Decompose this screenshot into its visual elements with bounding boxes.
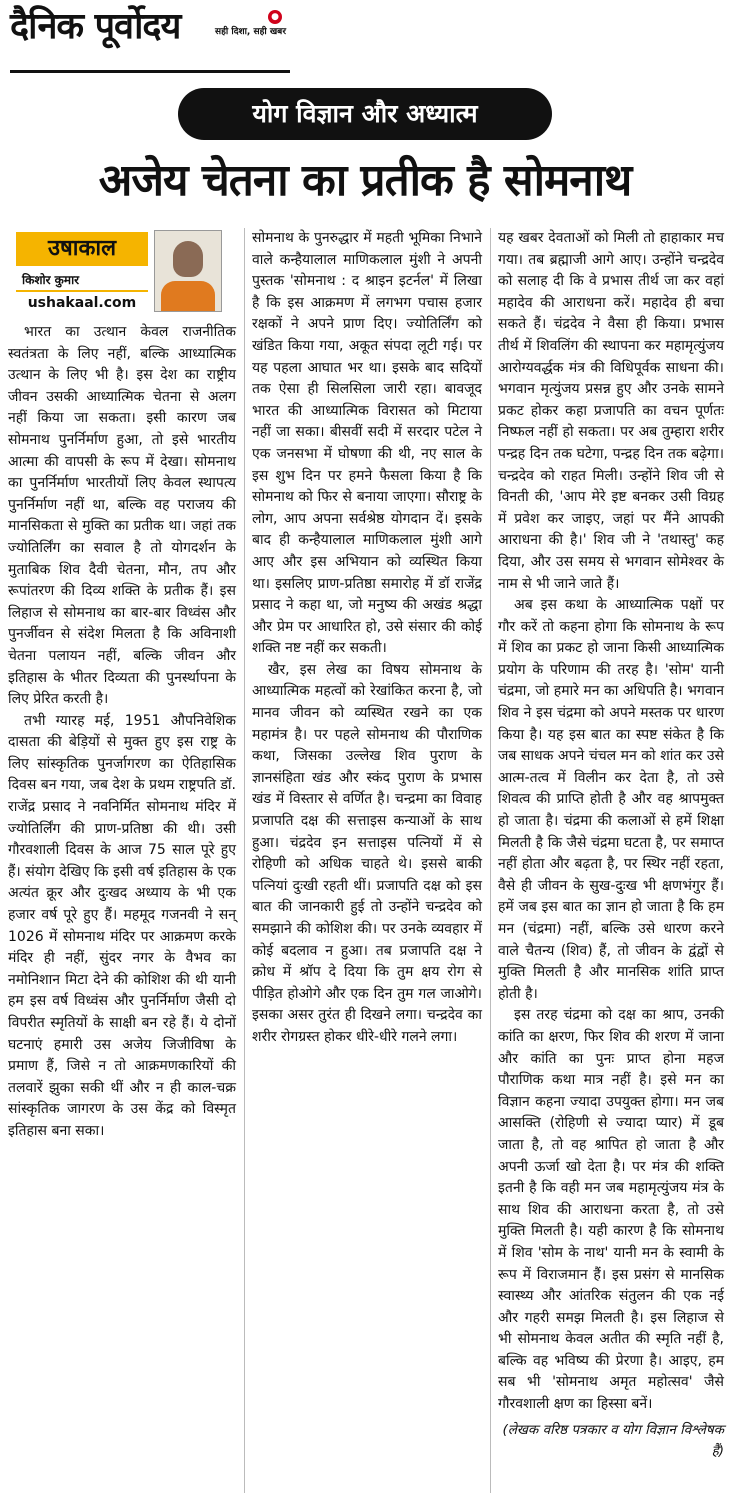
logo-dot-icon: ●: [268, 10, 282, 24]
article-column-2: [252, 228, 482, 1049]
column-divider: [490, 228, 491, 1493]
article-paragraph: तभी ग्यारह मई, 1951 औपनिवेशिक दासता की बेड़ियों से मुक्त हुए इस राष्ट्र के लिए सांस्कृतिक पुनर्जागरण का ऐतिहासिक दिवस बन गया, जब देश के प्रथम राष्ट्रपति डॉ. राजेंद्र प्रसाद ने नवनिर्मित सोमनाथ मंदिर में ज्योतिर्लिंग की प्राण-प्रतिष्ठा की थी। उसी गौरवशाली दिवस के आज 75 साल पूरे हुए हैं। संयोग देखिए कि इसी वर्ष इतिहास के एक अत्यंत क्रूर और दुःखद अध्याय के भी एक हजार वर्ष पूरे हुए हैं। महमूद गजनवी ने सन् 1026 में सोमनाथ मंदिर पर आक्रमण करके मंदिर ही नहीं, सुंदर नगर के वैभव का नमोनिशान मिटा देने की कोशिश की थी यानी हम इस वर्ष विध्वंस और पुनर्निर्माण जैसी दो विपरीत स्मृतियों के साक्षी बन रहे हैं। ये दोनों घटनाएं हमारी उस अजेय जिजीविषा के प्रमाण हैं, जिसे न तो आक्रमणकारियों की तलवारें झुका सकी थीं और न ही काल-चक्र सांस्कृतिक जागरण के उस केंद्र को विस्मृत इतिहास बना सका।: [8, 712, 236, 1139]
column-byline-box: [8, 228, 228, 316]
article-paragraph: यह खबर देवताओं को मिली तो हाहाकार मच गया। तब ब्रह्माजी आगे आए। उन्होंने चन्द्रदेव को सलाह दी कि वे प्रभास तीर्थ जा कर वहां महादेव की आराधना करें। महादेव ही बचा सकते हैं। चंद्रदेव ने वैसा ही किया। प्रभास तीर्थ में शिवलिंग की स्थापना कर महामृत्युंजय आरोग्यवर्द्धक मंत्र की विधिपूर्वक साधना की। भगवान मृत्युंजय प्रसन्न हुए और उनके सामने प्रकट होकर कहा प्रजापति का वचन पूर्णतः निष्फल नहीं हो सकता। पर अब तुम्हारा शरीर पन्द्रह दिन तक घटेगा, पन्द्रह दिन तक बढ़ेगा। चन्द्रदेव को राहत मिली। उन्होंने शिव जी से विनती की, 'आप मेरे इष्ट बनकर उसी विग्रह में प्रवेश कर जाइए, जहां पर मैंने आपकी आराधना की है।' शिव जी ने 'तथास्तु' कह दिया, और उस समय से भगवान सोमेश्वर के नाम से भी जाने जाते हैं।: [498, 230, 724, 592]
article-paragraph: इस तरह चंद्रमा को दक्ष का श्राप, उनकी कांति का क्षरण, फिर शिव की शरण में जाना और कांति का पुनः प्राप्त होना महज पौराणिक कथा मात्र नहीं है। इसे मन का विज्ञान कहना ज्यादा उपयुक्त होगा। मन जब आसक्ति (रोहिणी से ज्यादा प्यार) में डूब जाता है, तो वह श्रापित हो जाता है और अपनी ऊर्जा खो देता है। पर मंत्र की शक्ति इतनी है कि वही मन जब महामृत्युंजय मंत्र के साथ शिव की आराधना करता है, तो उसे मुक्ति मिलती है। यही कारण है कि सोमनाथ में शिव 'सोम के नाथ' यानी मन के स्वामी के रूप में विराजमान हैं। इस प्रसंग से मानसिक स्वास्थ्य और आंतरिक संतुलन की एक नई और गहरी समझ मिलती है। इस लिहाज से भी सोमनाथ केवल अतीत की स्मृति नहीं है, बल्कि वह भविष्य की प्रेरणा है। आइए, हम सब भी 'सोमनाथ अमृत महोत्सव' जैसे गौरवशाली क्षण का हिस्सा बनें।: [498, 1007, 724, 1413]
article-paragraph: भारत का उत्थान केवल राजनीतिक स्वतंत्रता के लिए नहीं, बल्कि आध्यात्मिक उत्थान के लिए भी है। इस देश का राष्ट्रीय जीवन उसकी आध्यात्मिक चेतना से अलग नहीं किया जा सकता। इसी कारण जब सोमनाथ पुनर्निर्माण हुआ, तो इसे भारतीय आत्मा की वापसी के रूप में देखा। सोमनाथ का पुनर्निर्माण भारतीयों लिए केवल स्थापत्य पुनर्निर्माण नहीं था, बल्कि वह पराजय की मानसिकता से मुक्ति का प्रतीक था। जहां तक ज्योतिर्लिंग का सवाल है तो योगदर्शन के मुताबिक शिव दैवी चेतना, मौन, तप और रूपांतरण की दिव्य शक्ति के प्रतीक हैं। इस लिहाज से सोमनाथ का बार-बार विध्वंस और पुनर्जीवन से संदेश मिलता है कि अविनाशी चेतना पलायन नहीं, बल्कि जीवन और इतिहास के भीतर दिव्यता की पुनर्स्थापना के लिए प्रेरित करती है।: [8, 324, 236, 708]
column-divider: [244, 228, 245, 1493]
author-photo: [154, 230, 222, 312]
article-headline: अजेय चेतना का प्रतीक है सोमनाथ: [98, 155, 632, 206]
article-paragraph: खैर, इस लेख का विषय सोमनाथ के आध्यात्मिक महत्वों को रेखांकित करना है, जो मानव जीवन को व्यस्थित रखने का एक महामंत्र है। पर पहले सोमनाथ की पौराणिक कथा, जिसका उल्लेख शिव पुराण के ज्ञानसंहिता खंड और स्कंद पुराण के प्रभास खंड में विस्तार से वर्णित है। चन्द्रमा का विवाह प्रजापति दक्ष की सत्ताइस कन्याओं के साथ हुआ। चंद्रदेव इन सत्ताइस पत्नियों में से रोहिणी को अधिक चाहते थे। इससे बाकी पत्नियां दुःखी रहती थीं। प्रजापति दक्ष को इस बात की जानकारी हुई तो उन्होंने चन्द्रदेव को समझाने की कोशिश की। पर उनके व्यवहार में कोई बदलाव न हुआ। तब प्रजापति दक्ष ने क्रोध में श्रॉप दे दिया कि तुम क्षय रोग से पीड़ित होओगे और एक दिन तुम गल जाओगे। इसका असर तुरंत ही दिखने लगा। चन्द्रदेव का शरीर रोगग्रस्त होकर धीरे-धीरे गलने लगा।: [252, 661, 482, 1045]
masthead-rule: [10, 70, 290, 73]
article-paragraph: सोमनाथ के पुनरुद्धार में महती भूमिका निभाने वाले कन्हैयालाल माणिकलाल मुंशी ने अपनी पुस्तक 'सोमनाथ : द श्राइन इटर्नल' में लिखा है कि इस आक्रमण में लगभग पचास हजार रक्षकों ने अपने प्राण दिए। ज्योतिर्लिंग को खंडित किया गया, अकूत संपदा लूटी गई। पर यह पहला आघात भर था। इसके बाद सदियों तक ऐसा ही सिलसिला जारी रहा। बावजूद भारत की आध्यात्मिक विरासत को मिटाया नहीं जा सका। बीसवीं सदी में सरदार पटेल ने एक जनसभा में घोषणा की थी, नए साल के इस शुभ दिन पर हमने फैसला किया है कि सोमनाथ को फिर से बनाया जाएगा। सौराष्ट्र के लोग, आप अपना सर्वश्रेष्ठ योगदान दें। इसके बाद ही कन्हैयालाल माणिकलाल मुंशी आगे आए और इस अभियान को व्यस्थित किया था। इसलिए प्राण-प्रतिष्ठा समारोह में डॉ राजेंद्र प्रसाद ने कहा था, जो मनुष्य की अखंड श्रद्धा और प्रेम पर आधारित हो, उसे संसार की कोई शक्ति नष्ट नहीं कर सकती।: [252, 230, 482, 657]
column-brand: उषाकाल: [16, 232, 148, 266]
newspaper-tagline: सही दिशा, सही खबर: [215, 27, 286, 37]
column-website: ushakaal.com: [16, 290, 148, 314]
article-paragraph: अब इस कथा के आध्यात्मिक पक्षों पर गौर करें तो कहना होगा कि सोमनाथ के रूप में शिव का प्रकट हो जाना किसी आध्यात्मिक प्रयोग के परिणाम की तरह है। 'सोम' यानी चंद्रमा, जो हमारे मन का अधिपति है। भगवान शिव ने इस चंद्रमा को अपने मस्तक पर धारण किया है। यह इस बात का स्पष्ट संकेत है कि जब साधक अपने चंचल मन को शांत कर उसे आत्म-तत्व में विलीन कर देता है, तो उसे शिवत्व की प्राप्ति होती है और वह श्रापमुक्त हो जाता है। चंद्रमा की कलाओं से हमें शिक्षा मिलती है कि जैसे चंद्रमा घटता है, पर समाप्त नहीं होता और बढ़ता है, पर स्थिर नहीं रहता, वैसे ही जीवन के सुख-दुःख भी क्षणभंगुर हैं। हमें जब इस बात का ज्ञान हो जाता है कि हम मन (चंद्रमा) नहीं, बल्कि उसे धारण करने वाले चैतन्य (शिव) हैं, तो जीवन के द्वंद्वों से मुक्ति मिलती है और मानसिक शांति प्राप्त होती है।: [498, 597, 724, 1002]
article-column-3: [498, 228, 724, 1462]
section-kicker: योग विज्ञान और अध्यात्म: [178, 88, 552, 140]
article-column-1: [8, 228, 236, 1143]
masthead: [10, 4, 300, 72]
author-name: किशोर कुमार: [22, 273, 80, 287]
newspaper-logo: दैनिक पूर्वोदय: [10, 5, 181, 47]
author-credit: (लेखक वरिष्ठ पत्रकार व योग विज्ञान विश्लेषक हैं): [502, 1421, 724, 1459]
